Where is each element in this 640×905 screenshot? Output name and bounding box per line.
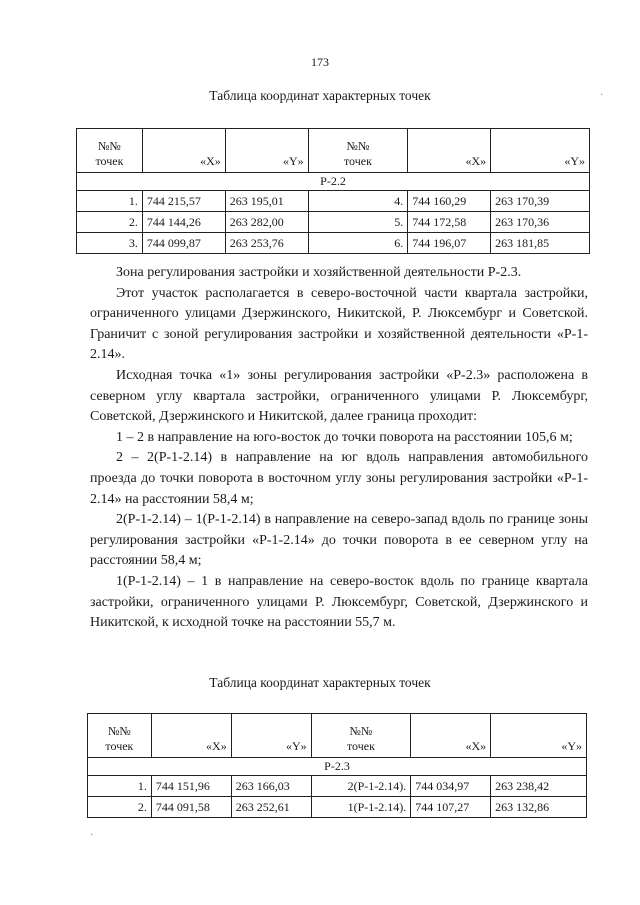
table-cell: 2.	[77, 212, 143, 233]
table-cell: 744 144,26	[142, 212, 225, 233]
table-cell: 744 160,29	[408, 191, 491, 212]
table1-header-row	[77, 129, 590, 173]
table1-header-x-2: «X»	[408, 129, 491, 173]
table-cell: 2(Р-1-2.14).	[311, 776, 411, 797]
table-cell: 263 238,42	[491, 776, 587, 797]
table-cell: 744 091,58	[151, 797, 231, 818]
table-cell: 1.	[88, 776, 152, 797]
coordinates-table-1	[76, 128, 590, 254]
table-row	[77, 191, 590, 212]
table2-header-num-2: №№ точек	[311, 714, 411, 758]
table2-caption: Таблица координат характерных точек	[209, 675, 431, 690]
table2-header-row	[88, 714, 587, 758]
zone-title: Зона регулирования застройки и хозяйственной деятельности Р-2.3.	[116, 265, 522, 280]
zone-description	[90, 264, 588, 634]
table-cell: 1.	[77, 191, 143, 212]
scan-speck: ·	[90, 830, 94, 841]
table-cell: 744 099,87	[142, 233, 225, 254]
table-row	[88, 776, 587, 797]
table1-header-num-2: №№ точек	[308, 129, 408, 173]
page-number: 173	[311, 55, 329, 69]
paragraph: Исходная точка «1» зоны регулирования застройки «Р-2.3» расположена в северном углу квартала застройки, ограниченного улицами Р. Люксембург, Советской, Дзержинского и Никитской, далее граница проходит:	[90, 367, 588, 425]
table2-zone-label: Р-2.3	[88, 758, 587, 776]
table-cell: 6.	[308, 233, 408, 254]
paragraph: Этот участок располагается в северо-восточной части квартала застройки, ограниченного улицами Дзержинского, Никитской, Р. Люксембург и Советской. Граничит с зоной регулирования застройки и хозяйственной деятельности «Р-1-2.14».	[90, 285, 588, 363]
paragraph: 1(Р-1-2.14) – 1 в направление на северо-восток вдоль по границе квартала застройки, ограниченного улицами Р. Люксембург, Советской, Дзержинского и Никитской, к исходной точке на расстоянии 55,7 м.	[90, 573, 588, 631]
table-cell: 3.	[77, 233, 143, 254]
table-cell: 263 195,01	[225, 191, 308, 212]
table1-header-y-1: «Y»	[225, 129, 308, 173]
table-cell: 263 132,86	[491, 797, 587, 818]
table-cell: 263 282,00	[225, 212, 308, 233]
table1-caption: Таблица координат характерных точек	[209, 88, 431, 103]
table1-zone-label: Р-2.2	[77, 173, 590, 191]
table-cell: 744 151,96	[151, 776, 231, 797]
table2-header-x-2: «X»	[411, 714, 491, 758]
table1-header-x-1: «X»	[142, 129, 225, 173]
table-cell: 1(Р-1-2.14).	[311, 797, 411, 818]
table-row	[88, 797, 587, 818]
table-cell: 744 034,97	[411, 776, 491, 797]
paragraph: 2 – 2(Р-1-2.14) в направление на юг вдоль направления автомобильного проезда до точки поворота в восточном углу зоны регулирования застройки «Р-1-2.14» на расстоянии 58,4 м;	[90, 450, 588, 507]
table-cell: 263 181,85	[491, 233, 590, 254]
table-cell: 744 107,27	[411, 797, 491, 818]
coordinates-table-2	[87, 713, 587, 818]
table-cell: 263 166,03	[231, 776, 311, 797]
table-row	[77, 212, 590, 233]
table-cell: 263 170,36	[491, 212, 590, 233]
table2-header-num-1: №№ точек	[88, 714, 152, 758]
table-cell: 744 196,07	[408, 233, 491, 254]
table1-header-y-2: «Y»	[491, 129, 590, 173]
table2-header-x-1: «X»	[151, 714, 231, 758]
table-cell: 263 253,76	[225, 233, 308, 254]
table-cell: 4.	[308, 191, 408, 212]
paragraph: 2(Р-1-2.14) – 1(Р-1-2.14) в направление на северо-запад вдоль по границе зоны регулирования застройки «Р-1-2.14» до точки поворота в ее северном углу на расстоянии 58,4 м;	[90, 512, 588, 569]
table2-header-y-1: «Y»	[231, 714, 311, 758]
table-cell: 744 215,57	[142, 191, 225, 212]
paragraph: 1 – 2 в направление на юго-восток до точки поворота на расстоянии 105,6 м;	[116, 429, 573, 445]
table-cell: 263 170,39	[491, 191, 590, 212]
table-row	[77, 233, 590, 254]
table2-header-y-2: «Y»	[491, 714, 587, 758]
table1-header-num-1: №№ точек	[77, 129, 143, 173]
table-cell: 263 252,61	[231, 797, 311, 818]
table-cell: 5.	[308, 212, 408, 233]
scan-speck: ·	[600, 90, 604, 101]
table-cell: 2.	[88, 797, 152, 818]
table-cell: 744 172,58	[408, 212, 491, 233]
